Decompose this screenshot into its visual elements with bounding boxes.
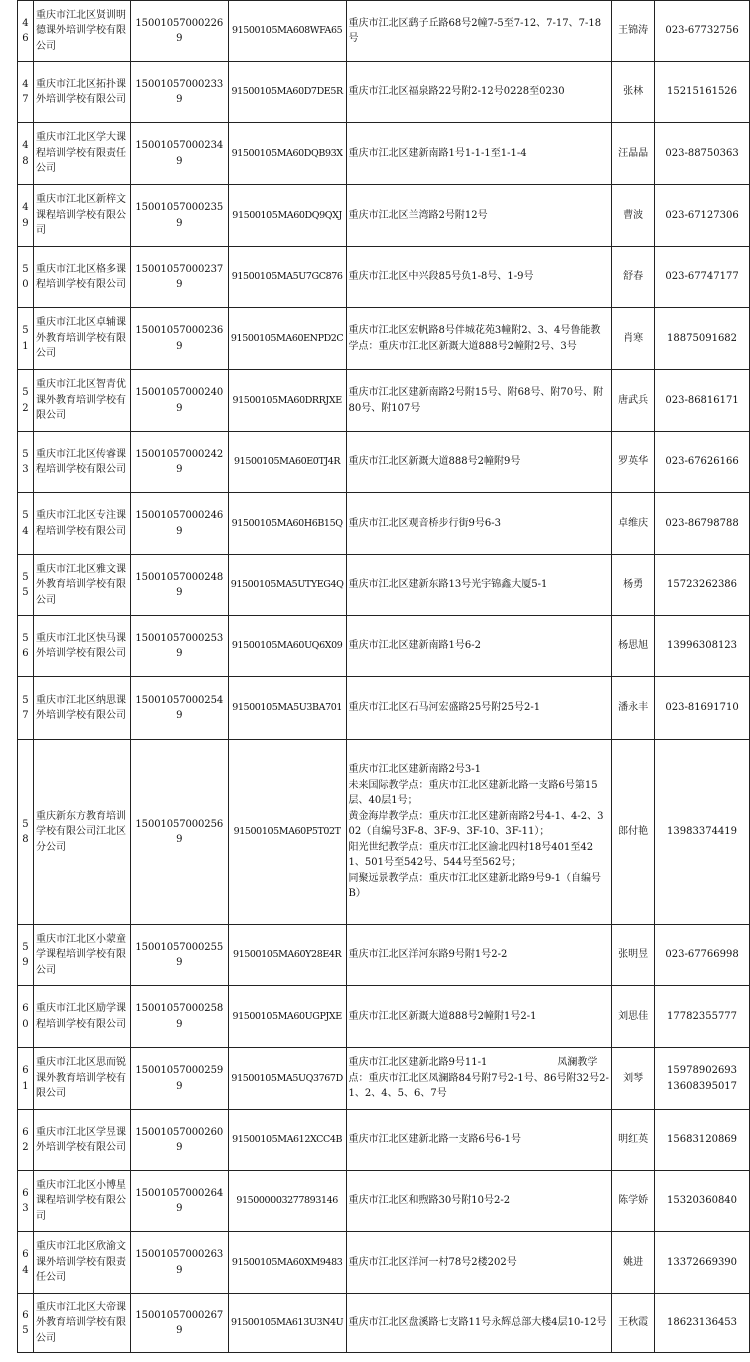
contact-phone [655, 62, 750, 123]
row-number: 62 [18, 1110, 34, 1171]
address-line: 重庆市江北区和煦路30号附10号2-2 [348, 1195, 511, 1207]
address-line: 重庆市江北区宏帆路8号伴城花苑3幢附2、3、4号鲁能教学点：重庆市江北区新溉大道888号2幢附2号、3号 [348, 325, 601, 352]
legal-representative: 陈学娇 [612, 1171, 655, 1232]
phone-line: 023-86798788 [665, 517, 739, 529]
credit-code: 91500105MA5U7GC876 [228, 247, 346, 308]
contact-phone [655, 308, 750, 370]
table-row [18, 1110, 750, 1171]
phone-line: 023-67732756 [665, 25, 739, 37]
address-line: 重庆市江北区建新北路一支路6号6-1号 [348, 1134, 521, 1146]
table-row [18, 185, 750, 247]
license-number: 150010570002409 [130, 370, 228, 432]
legal-representative: 张林 [612, 62, 655, 123]
row-number: 47 [18, 62, 34, 123]
legal-representative: 郎付艳 [612, 740, 655, 925]
license-number: 150010570002589 [130, 986, 228, 1048]
address-line: 重庆市江北区兰湾路2号附12号 [348, 209, 488, 221]
legal-representative: 唐武兵 [612, 370, 655, 432]
contact-phone [655, 677, 750, 740]
school-address [346, 616, 612, 677]
legal-representative: 王锦涛 [612, 1, 655, 62]
school-name: 重庆市江北区励学课程培训学校有限公司 [33, 986, 130, 1048]
table-row [18, 1048, 750, 1110]
phone-line: 023-88750363 [665, 147, 739, 159]
phone-line: 17782355777 [667, 1010, 738, 1022]
contact-phone [655, 370, 750, 432]
contact-phone [655, 1, 750, 62]
phone-line: 13983374419 [667, 826, 738, 838]
table-row [18, 247, 750, 308]
school-address [346, 62, 612, 123]
school-address [346, 370, 612, 432]
table-row [18, 432, 750, 493]
row-number: 58 [18, 740, 34, 925]
contact-phone [655, 123, 750, 185]
license-number: 150010570002359 [130, 185, 228, 247]
credit-code: 91500105MA613U3N4U [228, 1294, 346, 1353]
school-name: 重庆市江北区格多课程培训学校有限公司 [33, 247, 130, 308]
row-number: 59 [18, 925, 34, 986]
school-name: 重庆新东方教育培训学校有限公司江北区分公司 [33, 740, 130, 925]
license-number: 150010570002379 [130, 247, 228, 308]
phone-line: 15320360840 [667, 1195, 738, 1207]
address-line: 重庆市江北区中兴段85号负1-8号、1-9号 [348, 271, 534, 283]
phone-line: 023-67626166 [665, 456, 739, 468]
school-name: 重庆市江北区思而锐课外教育培训学校有限公司 [33, 1048, 130, 1110]
school-name: 重庆市江北区新梓文课程培训学校有限公司 [33, 185, 130, 247]
license-number: 150010570002639 [130, 1232, 228, 1294]
table-row [18, 62, 750, 123]
address-line: 同聚远景教学点：重庆市江北区建新北路9号9-1（自编号B） [348, 872, 601, 900]
school-name: 重庆市江北区小博星课程培训学校有限公司 [33, 1171, 130, 1232]
row-number: 50 [18, 247, 34, 308]
address-line: 重庆市江北区洋河一村78号2楼202号 [348, 1256, 517, 1268]
phone-line: 023-81691710 [665, 702, 739, 714]
license-number: 150010570002429 [130, 432, 228, 493]
row-number: 48 [18, 123, 34, 185]
legal-representative: 杨勇 [612, 555, 655, 616]
credit-code: 91500105MA60UGPJXE [228, 986, 346, 1048]
school-address [346, 740, 612, 925]
school-name: 重庆市江北区大帝课外教育培训学校有限公司 [33, 1294, 130, 1353]
school-address [346, 123, 612, 185]
credit-code: 91500105MA60ENPD2C [228, 308, 346, 370]
school-address [346, 185, 612, 247]
phone-line: 15683120869 [667, 1134, 738, 1146]
address-line: 重庆市江北区建新南路1号6-2 [348, 640, 481, 652]
license-number: 150010570002369 [130, 308, 228, 370]
school-address [346, 247, 612, 308]
license-number: 150010570002339 [130, 62, 228, 123]
school-address [346, 308, 612, 370]
credit-code: 91500105MA60UQ6X09 [228, 616, 346, 677]
address-line: 重庆市江北区福泉路22号附2-12号0228至0230 [348, 86, 565, 98]
legal-representative: 舒春 [612, 247, 655, 308]
school-registry-table [17, 0, 750, 1353]
school-address [346, 1110, 612, 1171]
contact-phone [655, 555, 750, 616]
table-row [18, 1171, 750, 1232]
address-line: 重庆市江北区鹞子丘路68号2幢7-5至7-12、7-17、7-18号 [348, 17, 602, 44]
contact-phone [655, 925, 750, 986]
row-number: 51 [18, 308, 34, 370]
license-number: 150010570002549 [130, 677, 228, 740]
address-line: 黄金海岸教学点：重庆市江北区建新南路2号4-1、4-2、302（自编号3F-8、3F-9、3F-10、3F-11）； [348, 810, 604, 838]
school-address [346, 432, 612, 493]
table-row [18, 677, 750, 740]
table-row [18, 308, 750, 370]
row-number: 57 [18, 677, 34, 740]
credit-code: 91500105MA60XM9483 [228, 1232, 346, 1294]
credit-code: 91500105MA60DRRJXE [228, 370, 346, 432]
address-line: 未来国际教学点：重庆市江北区建新北路一支路6号第15层、40层1号； [348, 779, 598, 807]
phone-line: 18875091682 [667, 332, 738, 344]
license-number: 150010570002489 [130, 555, 228, 616]
school-address [346, 555, 612, 616]
legal-representative: 杨思旭 [612, 616, 655, 677]
school-address [346, 986, 612, 1048]
phone-line: 023-67766998 [665, 949, 739, 961]
school-name: 重庆市江北区小蒙童学课程培训学校有限公司 [33, 925, 130, 986]
license-number: 150010570002649 [130, 1171, 228, 1232]
credit-code: 91500105MA60E0TJ4R [228, 432, 346, 493]
school-name: 重庆市江北区贤训明德课外培训学校有限公司 [33, 1, 130, 62]
credit-code: 91500105MA5UQ3767D [228, 1048, 346, 1110]
school-name: 重庆市江北区学大课程培训学校有限责任公司 [33, 123, 130, 185]
table-row [18, 1294, 750, 1353]
license-number: 150010570002599 [130, 1048, 228, 1110]
school-name: 重庆市江北区纳思课外培训学校有限公司 [33, 677, 130, 740]
school-name: 重庆市江北区卓辅课外教育培训学校有限公司 [33, 308, 130, 370]
school-name: 重庆市江北区智青优课外教育培训学校有限公司 [33, 370, 130, 432]
contact-phone [655, 1294, 750, 1353]
address-line: 重庆市江北区新溉大道888号2幢附1号2-1 [348, 1010, 537, 1022]
license-number: 150010570002609 [130, 1110, 228, 1171]
contact-phone [655, 247, 750, 308]
license-number: 150010570002539 [130, 616, 228, 677]
credit-code: 91500105MA608WFA65 [228, 1, 346, 62]
credit-code: 91500105MA60P5T02T [228, 740, 346, 925]
contact-phone [655, 185, 750, 247]
address-line: 重庆市江北区洋河东路9号附1号2-2 [348, 949, 508, 961]
credit-code: 915000003277893146 [228, 1171, 346, 1232]
address-line: 重庆市江北区观音桥步行街9号6-3 [348, 517, 501, 529]
license-number: 150010570002349 [130, 123, 228, 185]
address-line: 重庆市江北区盘溪路七支路11号永辉总部大楼4层10-12号 [348, 1317, 607, 1329]
table-body [18, 1, 750, 1353]
school-address [346, 925, 612, 986]
school-address [346, 1, 612, 62]
address-line: 重庆市江北区新溉大道888号2幢附9号 [348, 456, 521, 468]
row-number: 55 [18, 555, 34, 616]
school-name: 重庆市江北区专注课程培训学校有限公司 [33, 493, 130, 555]
table-row [18, 370, 750, 432]
contact-phone [655, 1048, 750, 1110]
row-number: 61 [18, 1048, 34, 1110]
legal-representative: 刘琴 [612, 1048, 655, 1110]
row-number: 63 [18, 1171, 34, 1232]
license-number: 150010570002559 [130, 925, 228, 986]
phone-line: 023-86816171 [665, 394, 739, 406]
school-address [346, 1048, 612, 1110]
credit-code: 91500105MA60DQ9QXJ [228, 185, 346, 247]
contact-phone [655, 740, 750, 925]
license-number: 150010570002679 [130, 1294, 228, 1353]
row-number: 65 [18, 1294, 34, 1353]
legal-representative: 明红英 [612, 1110, 655, 1171]
legal-representative: 汪晶晶 [612, 123, 655, 185]
row-number: 46 [18, 1, 34, 62]
table-row [18, 925, 750, 986]
table-row [18, 1, 750, 62]
contact-phone [655, 1171, 750, 1232]
license-number: 150010570002269 [130, 1, 228, 62]
credit-code: 91500105MA5UTYEG4Q [228, 555, 346, 616]
legal-representative: 张明昱 [612, 925, 655, 986]
school-address [346, 677, 612, 740]
license-number: 150010570002469 [130, 493, 228, 555]
address-line: 重庆市江北区建新南路2号3-1 [348, 764, 481, 776]
phone-line: 13608395017 [667, 1080, 738, 1092]
school-name: 重庆市江北区学昱课外培训学校有限公司 [33, 1110, 130, 1171]
row-number: 49 [18, 185, 34, 247]
table-row [18, 1232, 750, 1294]
school-name: 重庆市江北区拓扑课外培训学校有限公司 [33, 62, 130, 123]
credit-code: 91500105MA60Y28E4R [228, 925, 346, 986]
credit-code: 91500105MA60D7DE5R [228, 62, 346, 123]
legal-representative: 姚进 [612, 1232, 655, 1294]
row-number: 54 [18, 493, 34, 555]
table-row [18, 616, 750, 677]
phone-line: 15723262386 [667, 579, 738, 591]
table-row [18, 740, 750, 925]
school-address [346, 1171, 612, 1232]
row-number: 53 [18, 432, 34, 493]
address-line: 重庆市江北区建新北路9号11-1 凤澜教学点：重庆市江北区凤澜路84号附7号2-1号、86号附32号2-1、2、4、5、6、7号 [348, 1057, 609, 1100]
legal-representative: 罗英华 [612, 432, 655, 493]
legal-representative: 曹波 [612, 185, 655, 247]
contact-phone [655, 1232, 750, 1294]
address-line: 重庆市江北区建新南路2号附15号、附68号、附70号、附80号、附107号 [348, 387, 604, 414]
school-address [346, 493, 612, 555]
contact-phone [655, 1110, 750, 1171]
contact-phone [655, 432, 750, 493]
school-name: 重庆市江北区雅文课外教育培训学校有限公司 [33, 555, 130, 616]
contact-phone [655, 616, 750, 677]
phone-line: 13996308123 [667, 640, 738, 652]
school-address [346, 1294, 612, 1353]
credit-code: 91500105MA60H6B15Q [228, 493, 346, 555]
legal-representative: 肖寒 [612, 308, 655, 370]
credit-code: 91500105MA5U3BA701 [228, 677, 346, 740]
school-address [346, 1232, 612, 1294]
phone-line: 023-67127306 [665, 209, 739, 221]
legal-representative: 王秋霞 [612, 1294, 655, 1353]
row-number: 64 [18, 1232, 34, 1294]
row-number: 56 [18, 616, 34, 677]
contact-phone [655, 986, 750, 1048]
legal-representative: 潘永丰 [612, 677, 655, 740]
legal-representative: 刘思佳 [612, 986, 655, 1048]
school-name: 重庆市江北区传睿课程培训学校有限公司 [33, 432, 130, 493]
table-row [18, 123, 750, 185]
address-line: 重庆市江北区石马河宏盛路25号附25号2-1 [348, 702, 541, 714]
credit-code: 91500105MA612XCC4B [228, 1110, 346, 1171]
phone-line: 18623136453 [667, 1317, 738, 1329]
phone-line: 13372669390 [667, 1256, 738, 1268]
row-number: 52 [18, 370, 34, 432]
contact-phone [655, 493, 750, 555]
school-name: 重庆市江北区快马课外培训学校有限公司 [33, 616, 130, 677]
table-row [18, 555, 750, 616]
school-name: 重庆市江北区欣渝文课外培训学校有限责任公司 [33, 1232, 130, 1294]
row-number: 60 [18, 986, 34, 1048]
legal-representative: 卓维庆 [612, 493, 655, 555]
table-row [18, 493, 750, 555]
credit-code: 91500105MA60DQB93X [228, 123, 346, 185]
phone-line: 15978902693 [667, 1065, 738, 1076]
phone-line: 15215161526 [667, 86, 738, 98]
address-line: 阳光世纪教学点：重庆市江北区渝北四村18号401至421、501号至542号、544号至562号； [348, 841, 594, 869]
address-line: 重庆市江北区建新东路13号光宇锦鑫大厦5-1 [348, 579, 548, 591]
license-number: 150010570002569 [130, 740, 228, 925]
phone-line: 023-67747177 [665, 271, 739, 283]
address-line: 重庆市江北区建新南路1号1-1-1至1-1-4 [348, 147, 527, 159]
table-row [18, 986, 750, 1048]
